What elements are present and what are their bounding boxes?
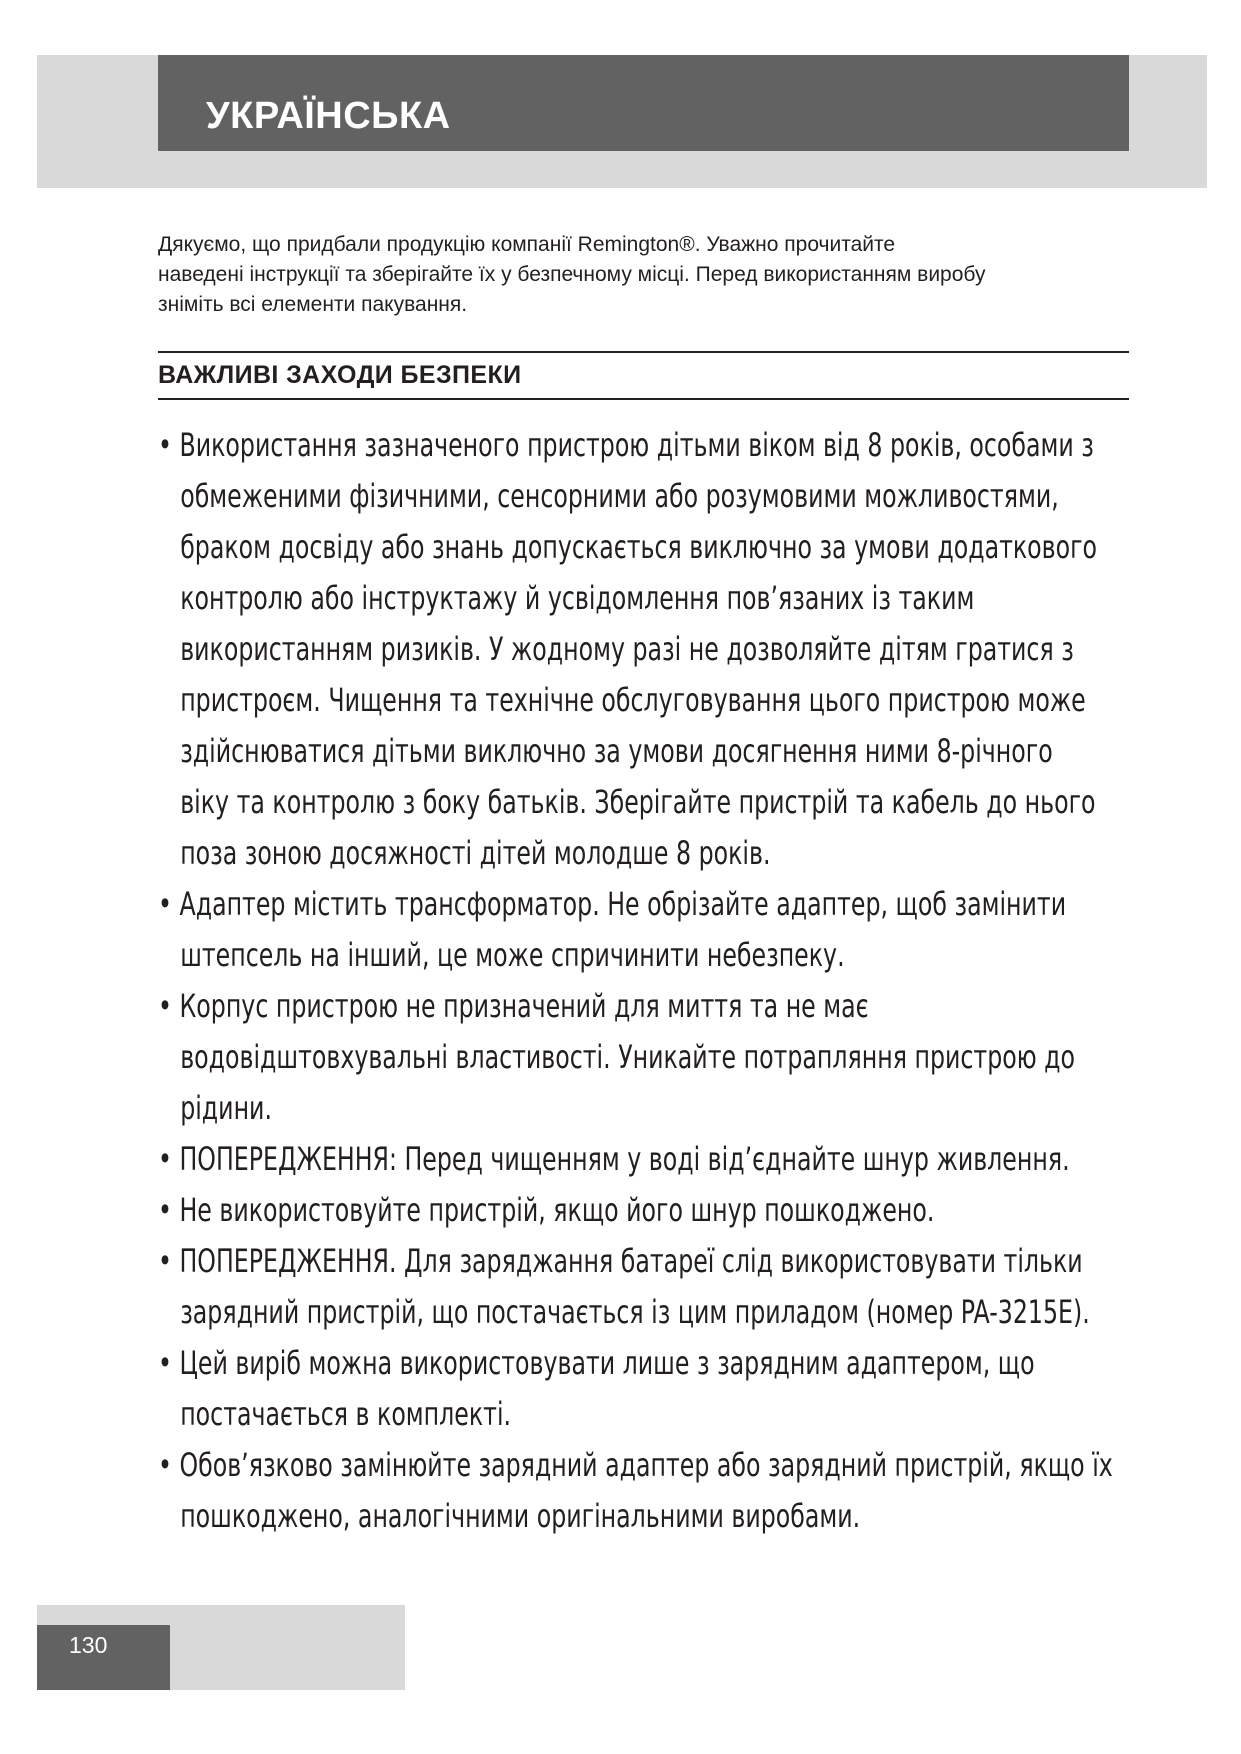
list-item — [158, 879, 1067, 981]
bullet-line: • Цей виріб можна використовувати лише з зарядним адаптером, що — [158, 1344, 1035, 1382]
bullet-line: віку та контролю з боку батьків. Зберігайте пристрій та кабель до нього — [180, 783, 1096, 821]
page-number: 130 — [69, 1632, 108, 1658]
section-heading: ВАЖЛИВІ ЗАХОДИ БЕЗПЕКИ — [158, 361, 522, 389]
bullet-line: пристроєм. Чищення та технічне обслуговування цього пристрою може — [180, 681, 1086, 719]
bullet-line: водовідштовхувальні властивості. Уникайте потрапляння пристрою до — [180, 1038, 1076, 1076]
list-item — [158, 1185, 935, 1236]
intro-paragraph — [158, 230, 1118, 320]
bullet-line: • Корпус пристрою не призначений для миття та не має — [158, 987, 869, 1025]
bullet-line: поза зоною досяжності дітей молодше 8 років. — [180, 834, 771, 872]
page-number-box — [37, 1625, 170, 1690]
bullet-line: контролю або інструктажу й усвідомлення пов’язаних із таким — [180, 579, 975, 617]
intro-line: наведені інструкції та зберігайте їх у безпечному місці. Перед використанням виробу — [158, 263, 986, 286]
list-item — [158, 1338, 1035, 1440]
list-item — [158, 981, 1076, 1134]
bullet-line: пошкоджено, аналогічними оригінальними виробами. — [180, 1497, 861, 1535]
list-item — [158, 420, 1098, 879]
bullet-line: • Адаптер містить трансформатор. Не обрізайте адаптер, щоб замінити — [158, 885, 1067, 923]
bullet-line: здійснюватися дітьми виключно за умови досягнення ними 8-річного — [180, 732, 1053, 770]
bullet-line: рідини. — [180, 1089, 272, 1127]
list-item — [158, 1440, 1113, 1542]
bullet-line: • Використання зазначеного пристрою дітьми віком від 8 років, особами з — [158, 426, 1094, 464]
bullet-line: • ПОПЕРЕДЖЕННЯ: Перед чищенням у воді від’єднайте шнур живлення. — [158, 1140, 1070, 1178]
bullet-line: • Не використовуйте пристрій, якщо його шнур пошкоджено. — [158, 1191, 935, 1229]
intro-line: Дякуємо, що придбали продукцію компанії Remington®. Уважно прочитайте — [158, 233, 896, 256]
bullet-line: штепсель на інший, це може спричинити небезпеку. — [180, 936, 845, 974]
safety-bullet-list — [158, 420, 1113, 1542]
list-item — [158, 1134, 1070, 1185]
section-rule-top — [158, 351, 1129, 353]
page-title: УКРАЇНСЬКА — [206, 95, 451, 137]
bullet-line: використанням ризиків. У жодному разі не дозволяйте дітям гратися з — [180, 630, 1074, 668]
bullet-line: • ПОПЕРЕДЖЕННЯ. Для заряджання батареї слід використовувати тільки — [158, 1242, 1083, 1280]
list-item — [158, 1236, 1090, 1338]
bullet-line: • Обов’язково замінюйте зарядний адаптер або зарядний пристрій, якщо їх — [158, 1446, 1113, 1484]
intro-line: зніміть всі елементи пакування. — [158, 293, 468, 316]
section-rule-bottom — [158, 398, 1129, 400]
language-header — [158, 55, 1129, 151]
bullet-line: зарядний пристрій, що постачається із цим приладом (номер PA-3215E). — [180, 1293, 1090, 1331]
bullet-line: обмеженими фізичними, сенсорними або розумовими можливостями, — [180, 477, 1059, 515]
bullet-line: постачається в комплекті. — [180, 1395, 512, 1433]
bullet-line: браком досвіду або знань допускається виключно за умови додаткового — [180, 528, 1098, 566]
